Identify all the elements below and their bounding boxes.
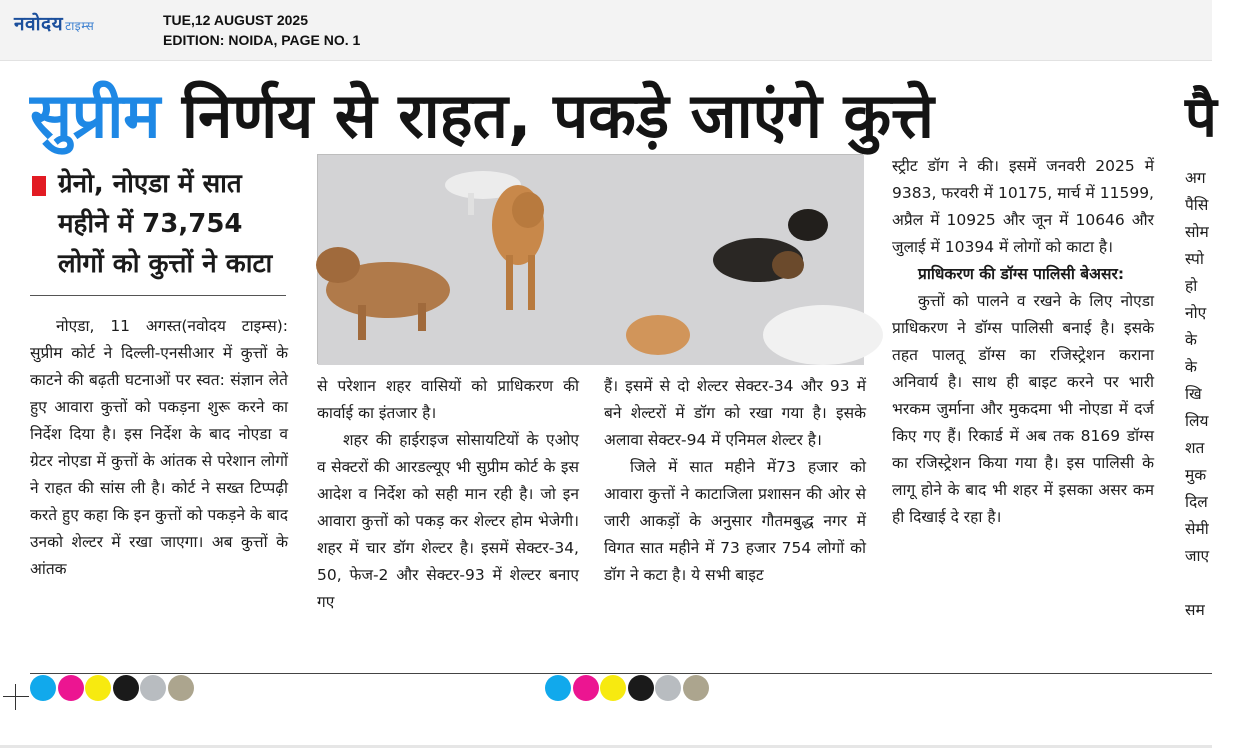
logo-sub: टाइम्स <box>65 19 95 33</box>
color-swatch <box>545 675 571 701</box>
dateline <box>163 10 360 50</box>
section-subheading: प्राधिकरण की डॉग्स पालिसी बेअसर: <box>918 265 1125 283</box>
fragment-line: लिय <box>1185 412 1209 430</box>
headline-rest: निर्णय से राहत, पकड़े जाएंगे कुत्ते <box>160 79 934 152</box>
headline-highlight: सुप्रीम <box>30 79 161 152</box>
adjacent-article-fragment <box>1185 165 1245 624</box>
color-swatch <box>140 675 166 701</box>
fragment-line: अग <box>1185 169 1206 187</box>
article-paragraph: से परेशान शहर वासियों को प्राधिकरण की कार्वाई का इंतजार है। <box>317 377 579 422</box>
color-swatch <box>628 675 654 701</box>
edition-info: EDITION: NOIDA, PAGE NO. 1 <box>163 32 361 48</box>
color-registration-marks <box>30 675 195 703</box>
subhead-divider <box>30 295 286 296</box>
red-bullet-icon <box>32 176 46 196</box>
newspaper-logo[interactable] <box>14 10 94 36</box>
subheadline <box>32 164 294 284</box>
article-column-3 <box>604 373 866 589</box>
article-paragraph: स्ट्रीट डॉग ने की। इसमें जनवरी 2025 में 9383, फरवरी में 10175, मार्च में 11599, अप्रैल में 10925 और जून में 10646 और जुलाई में 10394 में लोगों को काटा है। <box>892 157 1154 256</box>
color-swatch <box>168 675 194 701</box>
fragment-line: के <box>1185 358 1197 376</box>
adjacent-headline-fragment: पै <box>1185 85 1217 150</box>
subheadline-text: ग्रेनो, नोएडा में सात महीने में 73,754 लोगों को कुत्तों ने काटा <box>58 169 273 279</box>
photo-illustration <box>318 155 864 365</box>
fragment-line: दिल <box>1185 493 1208 511</box>
color-swatch <box>655 675 681 701</box>
headline <box>30 73 1170 163</box>
newspaper-page <box>0 61 1217 748</box>
page-bottom-rule <box>30 673 1212 674</box>
article-paragraph: नोएडा, 11 अगस्त(नवोदय टाइम्स): सुप्रीम कोर्ट ने दिल्ली-एनसीआर में कुत्तों के काटने की बढ़ती घटनाओं पर स्वत: संज्ञान लेते हुए आवारा कुत्तों को पकड़ना शुरू करने का निर्देश दिया है। इस निर्देश के बाद नोएडा व ग्रेटर नोएडा में कुत्तों के आंतक से परेशान लोगों ने राहत की सांस ली है। कोर्ट ने सख्त टिप्पढ़ी करते हुए कहा कि इन कुत्तों को पकड़ने के बाद उनको शेल्टर में रखा जाएगा। अब कुत्तों के आंतक <box>30 317 288 578</box>
fragment-line: शत <box>1185 439 1205 457</box>
article-column-1 <box>30 313 288 583</box>
article-paragraph: शहर की हाईराइज सोसायटियों के एओए व सेक्टरों की आरडल्यूए भी सुप्रीम कोर्ट के इस आदेश व निर्देश को सही मान रही है। जो इन आवारा कुत्तों को पकड़ कर शेल्टर होम भेजेगी।शहर में चार डॉग शेल्टर है। इसमें सेक्टर-34, 50, फेज-2 और सेक्टर-93 में शेल्टर बनाए गए <box>317 431 579 611</box>
article-paragraph: जिले में सात महीने में73 हजार को आवारा कुत्तों ने काटाजिला प्रशासन की ओर से जारी आकड़ों के अनुसार गौतमबुद्ध नगर में विगत सात महीने में 73 हजार 754 लोगों को डॉग ने कटा है। ये सभी बाइट <box>604 458 866 584</box>
fragment-line: सम <box>1185 601 1205 619</box>
logo-main: नवोदय <box>14 13 64 35</box>
fragment-line: स्पो <box>1185 250 1204 268</box>
crosshair-icon <box>3 684 29 710</box>
fragment-line <box>1185 570 1245 597</box>
article-column-2 <box>317 373 579 616</box>
color-swatch <box>573 675 599 701</box>
article-column-4 <box>892 153 1154 531</box>
article-paragraph: कुत्तों को पालने व रखने के लिए नोएडा प्राधिकरण ने डॉग्स पालिसी बनाई है। इसके तहत पालतू डॉग्स का रजिस्ट्रेशन कराना अनिवार्य है। साथ ही बाइट करने पर भारी भरकम जुर्माना और मुकदमा भी नोएडा में दर्ज किए गए हैं। रिकार्ड में अब तक 8169 डॉग्स का रजिस्ट्रेशन किया गया है। इस पालिसी के लागू होने के बाद भी शहर में इसका असर कम ही दिखाई दे रहा है। <box>892 292 1154 526</box>
color-registration-marks <box>545 675 710 703</box>
fragment-line: नोए <box>1185 304 1207 322</box>
fragment-line: पैसि <box>1185 196 1209 214</box>
fragment-line: सोम <box>1185 223 1209 241</box>
issue-date: TUE,12 AUGUST 2025 <box>163 12 308 28</box>
color-swatch <box>600 675 626 701</box>
color-swatch <box>30 675 56 701</box>
color-swatch <box>113 675 139 701</box>
stray-dogs-photo[interactable] <box>317 154 863 364</box>
color-swatch <box>85 675 111 701</box>
color-swatch <box>683 675 709 701</box>
fragment-line: मुक <box>1185 466 1207 484</box>
fragment-line: सेमी <box>1185 520 1209 538</box>
masthead-bar <box>0 0 1212 61</box>
fragment-line: के <box>1185 331 1197 349</box>
color-swatch <box>58 675 84 701</box>
fragment-line: खि <box>1185 385 1202 403</box>
fragment-line: जाए <box>1185 547 1210 565</box>
article-paragraph: हैं। इसमें से दो शेल्टर सेक्टर-34 और 93 में बने शेल्टरों में डॉग को रखा गया है। इसके अलावा सेक्टर-94 में एनिमल शेल्टर है। <box>604 377 866 449</box>
fragment-line: हो <box>1185 277 1198 295</box>
